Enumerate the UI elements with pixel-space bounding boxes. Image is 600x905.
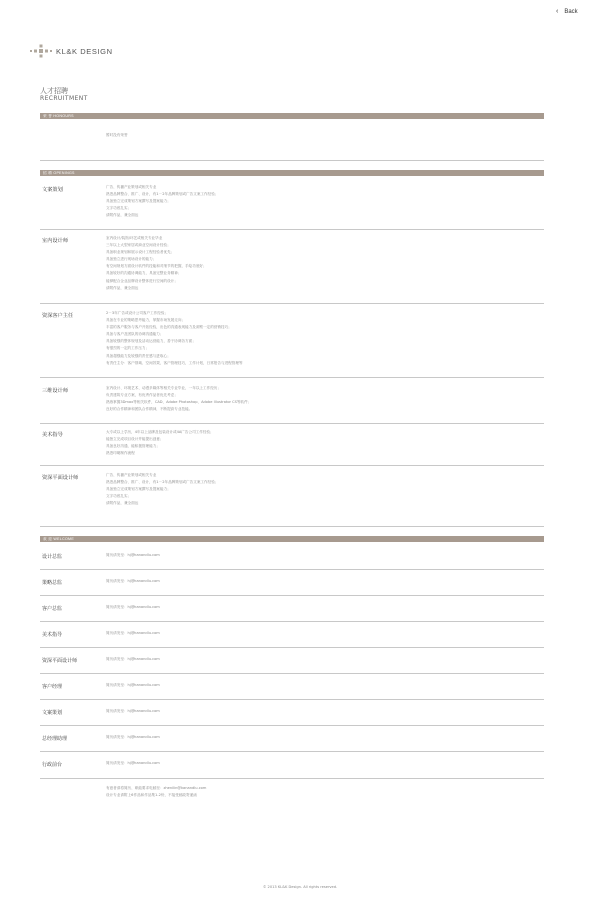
- contact-email-link[interactable]: 简历请发至：hj@kanandlu.com: [106, 683, 160, 687]
- logo-mark-icon: [30, 44, 52, 58]
- job-line: 具备独立进行现场设计的能力；: [106, 257, 157, 262]
- job-line: 具备良好沟通，能积极管理能力；: [106, 444, 160, 449]
- position-title: 客户经理: [42, 684, 63, 690]
- job-title: 文案策划: [42, 187, 63, 193]
- job-title: 资深客户主任: [42, 313, 74, 319]
- divider: [40, 303, 544, 304]
- job-line: 熟练掌握3Dmax等相关软件，CAD、Adobe Photoshop、Adobe Illustrator CS等软件；: [106, 400, 252, 405]
- job-line: 具备较强的整体规划及活动运营能力，善于协调各方面；: [106, 339, 196, 344]
- job-line: 请附作品，兼全面达: [106, 285, 139, 290]
- position-title: 资深平面设计师: [42, 658, 78, 664]
- job-line: 广告、传播产业策划或相关专业: [106, 473, 157, 477]
- divider: [40, 699, 544, 700]
- job-line: 文字功底扎实；: [106, 206, 132, 211]
- job-line: 2－3年广告或设计公司客户工作经验；: [106, 311, 169, 315]
- divider: [40, 377, 544, 378]
- job-line: 熟悉品牌整合、推广、设计，有1－2年品牌策划或广告文案工作经验；: [106, 192, 219, 197]
- job-description: [106, 472, 406, 507]
- contact-email-link[interactable]: 简历请发至：hj@kanandlu.com: [106, 657, 160, 661]
- page-title: [40, 87, 88, 103]
- contact-email-link[interactable]: 简历请发至：hj@kanandlu.com: [106, 761, 160, 765]
- job-line: 文字功底扎实；: [106, 494, 132, 499]
- application-note: [106, 785, 206, 799]
- position-title: 总经理助理: [42, 736, 68, 742]
- job-line: 具备较好的沟通协调能力，具备完整业务精神；: [106, 271, 182, 276]
- divider: [40, 465, 544, 466]
- job-line: 请附作品，兼全面达: [106, 501, 139, 506]
- job-line: 丰富的客户服务与客户开拓经验，出色的沟通表现能力及洞察一定的营销技巧；: [106, 325, 232, 330]
- contact-email-link[interactable]: 简历请发至：hj@kanandlu.com: [106, 605, 160, 609]
- position-title: 策略总监: [42, 580, 63, 586]
- divider: [40, 778, 544, 779]
- divider: [40, 595, 544, 596]
- note-line: 有意者请将简历、职能要求电邮至：zhenilin@kanandlu.com: [106, 786, 207, 790]
- position-title: 美术指导: [42, 632, 63, 638]
- contact-email-link[interactable]: 简历请发至：hj@kanandlu.com: [106, 631, 160, 635]
- position-title: 客户总监: [42, 606, 63, 612]
- job-line: 有强烈的一定的工作压力；: [106, 346, 150, 351]
- honours-text: 暂时没有荣誉: [106, 133, 128, 137]
- divider: [40, 725, 544, 726]
- section-header-openings: 招 聘 OPENINGS: [40, 170, 544, 176]
- job-description: [106, 184, 406, 219]
- job-description: [106, 385, 406, 413]
- job-line: 具备职业规划和展示设计工程经验者优先；: [106, 250, 175, 255]
- job-line: 有责任主分：客户领域、空间效果，客户管理技巧，工作计划，日常报告与进程管理等: [106, 360, 243, 365]
- divider: [40, 160, 544, 161]
- chevron-left-icon: ‹: [556, 8, 559, 15]
- job-line: 大专或以上学历，4年以上品牌及包装设计或4A广告公司工作经验；: [106, 430, 214, 434]
- job-line: 请附作品，兼全面达: [106, 213, 139, 218]
- job-line: 有空间规划方面设计软件的技能和对细节的把握，手绘功底好；: [106, 264, 207, 269]
- job-line: 室内设计、环境艺术、动漫多媒体等相关专业毕业，一年以上工作经历；: [106, 386, 221, 390]
- divider: [40, 569, 544, 570]
- contact-email-link[interactable]: 简历请发至：hj@kanandlu.com: [106, 553, 160, 557]
- divider: [40, 751, 544, 752]
- page-title-cn: 人才招聘: [40, 87, 68, 95]
- job-line: 能够配合企业品牌设计整体进行空间的设计；: [106, 278, 178, 283]
- job-line: 熟悉印刷制作流程: [106, 451, 135, 456]
- section-header-honours: 荣 誉 HONOURS: [40, 113, 544, 119]
- note-line: 设计专业请附上6作品和作品集1-2份，不接受邮政寄递函: [106, 793, 197, 797]
- contact-email-link[interactable]: 简历请发至：hj@kanandlu.com: [106, 579, 160, 583]
- back-link[interactable]: [556, 8, 578, 15]
- job-line: 具备独立完成策划方案撰写及提案能力；: [106, 487, 171, 492]
- logo[interactable]: [30, 44, 113, 58]
- divider: [40, 647, 544, 648]
- job-line: 三年以上大型家居或商业空间设计经验；: [106, 243, 171, 248]
- page-title-en: RECRUITMENT: [40, 95, 88, 103]
- divider: [40, 526, 544, 527]
- contact-email-link[interactable]: 简历请发至：hj@kanandlu.com: [106, 709, 160, 713]
- job-line: 具备在专业的策略思考能力，掌握市场发展走向；: [106, 318, 186, 323]
- copyright-footer: © 2013 KL&K Design. All rights reserved.: [262, 885, 338, 889]
- job-title: 室内设计师: [42, 238, 68, 244]
- job-description: [106, 310, 406, 367]
- job-title: 资深平面设计师: [42, 475, 79, 481]
- contact-email-link[interactable]: 简历请发至：hj@kanandlu.com: [106, 735, 160, 739]
- divider: [40, 229, 544, 230]
- divider: [40, 673, 544, 674]
- logo-text: KL&K DESIGN: [56, 46, 113, 56]
- job-description: [106, 429, 406, 457]
- job-line: 具备独立完成策划方案撰写及提案能力；: [106, 199, 171, 204]
- section-header-welcome: 欢 迎 WELCOME: [40, 536, 544, 542]
- job-line: 具备超强能力及较强的责任感与进取心；: [106, 353, 171, 358]
- back-label: Back: [564, 9, 578, 15]
- job-line: 室内设计/装饰/环艺或相关专业毕业: [106, 236, 163, 240]
- position-title: 设计总监: [42, 554, 63, 560]
- job-line: 熟悉品牌整合、推广、设计，有1－2年品牌策划或广告文案工作经验；: [106, 480, 219, 485]
- position-title: 文案策划: [42, 710, 63, 716]
- job-line: 负责建筑专业方案，有优秀作品者优先考虑；: [106, 393, 178, 398]
- job-line: 广告、传播产业策划或相关专业: [106, 185, 157, 189]
- divider: [40, 423, 544, 424]
- job-line: 能独立完成项目设计并能提出创意；: [106, 437, 164, 442]
- position-title: 行政前台: [42, 762, 63, 768]
- divider: [40, 621, 544, 622]
- job-title: 三维设计师: [42, 388, 68, 394]
- job-line: 良好的合作精神和团队合作精神，不断提高专业技能。: [106, 407, 193, 412]
- job-title: 美术指导: [42, 432, 63, 438]
- job-line: 具备与客户及团队的协调沟通能力；: [106, 332, 164, 337]
- job-description: [106, 235, 406, 292]
